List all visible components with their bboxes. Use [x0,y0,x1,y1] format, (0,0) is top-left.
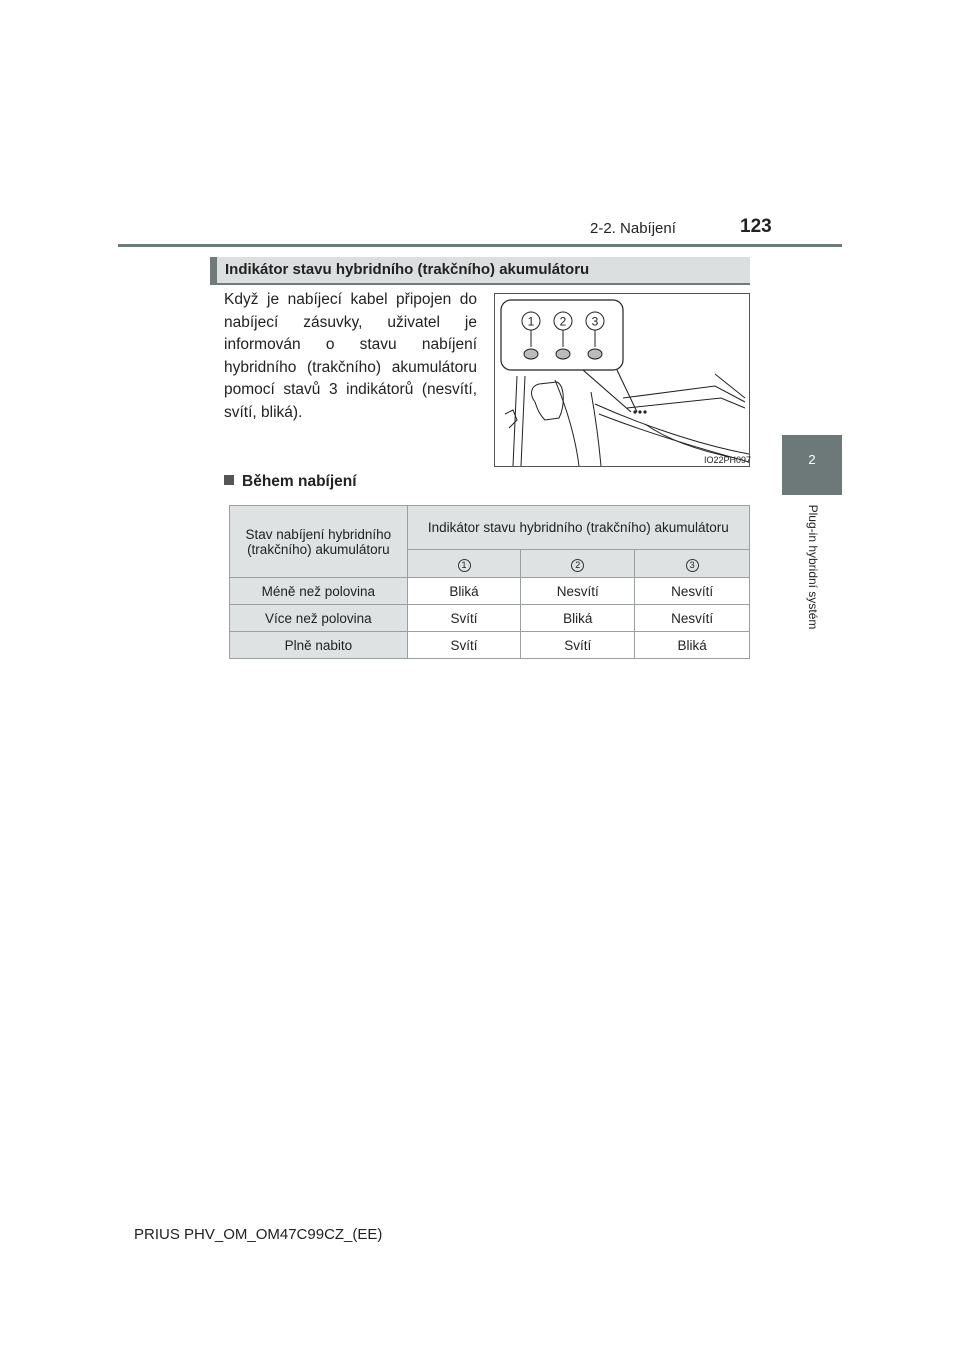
table-row [230,605,750,632]
table-header-indicator-2 [521,550,635,578]
square-bullet-icon [224,475,234,485]
illustration-svg [495,294,752,466]
indicator-3-number: 3 [686,559,699,572]
charge-port-dot-1 [633,410,636,413]
footer-document-id: PRIUS PHV_OM_OM47C99CZ_(EE) [134,1226,383,1243]
callout-box [501,300,623,370]
indicator-lamp-2 [556,349,570,359]
indicator-lamp-3 [588,349,602,359]
table-row [230,632,750,659]
callout-pointer-right [617,370,637,412]
indicator-2-number: 2 [571,559,584,572]
callout-3-label: 3 [591,314,599,329]
table-cell: Bliká [521,605,635,632]
charging-indicator-illustration [494,293,750,467]
running-header-section: 2-2. Nabíjení [590,220,676,237]
table-header-indicator-1 [407,550,521,578]
callout-1-label: 1 [527,314,535,329]
figure-code: IO22PH097 [704,455,752,465]
header-rule [118,244,842,247]
subheading-text: Během nabíjení [242,473,357,490]
charging-status-table [229,505,750,659]
table-header-indicator-3 [635,550,750,578]
table-cell: Bliká [407,578,521,605]
table-cell: Nesvítí [635,578,750,605]
table-cell: Svítí [407,605,521,632]
page-number: 123 [740,216,772,237]
chapter-tab-label: Plug-in hybridní systém [806,504,820,630]
callout-pointer-left [583,370,631,412]
table-cell: Svítí [407,632,521,659]
charge-port-dot-2 [638,410,641,413]
car-outline [505,374,752,466]
table-cell: Svítí [521,632,635,659]
body-paragraph: Když je nabíjecí kabel připojen do nabíjecí zásuvky, uživatel je informován o stavu nabíjení hybridního (trakčního) akumulátoru pomocí stavů 3 indikátorů (nesvítí, svítí, bliká). [224,291,477,421]
indicator-1-number: 1 [458,559,471,572]
table-header-indicator: Indikátor stavu hybridního (trakčního) akumulátoru [407,506,749,550]
row-state: Méně než polovina [230,578,408,605]
section-title: Indikátor stavu hybridního (trakčního) akumulátoru [225,261,590,278]
row-state: Plně nabito [230,632,408,659]
section-title-accent [210,257,217,285]
table-cell: Nesvítí [635,605,750,632]
table-cell: Nesvítí [521,578,635,605]
table-cell: Bliká [635,632,750,659]
chapter-tab-number: 2 [808,452,816,467]
row-state: Více než polovina [230,605,408,632]
charge-port-dot-3 [643,410,646,413]
callout-2-label: 2 [559,314,567,329]
subheading [224,473,357,491]
indicator-lamp-1 [524,349,538,359]
table-header-state: Stav nabíjení hybridního (trakčního) akumulátoru [230,506,408,578]
table-row [230,578,750,605]
